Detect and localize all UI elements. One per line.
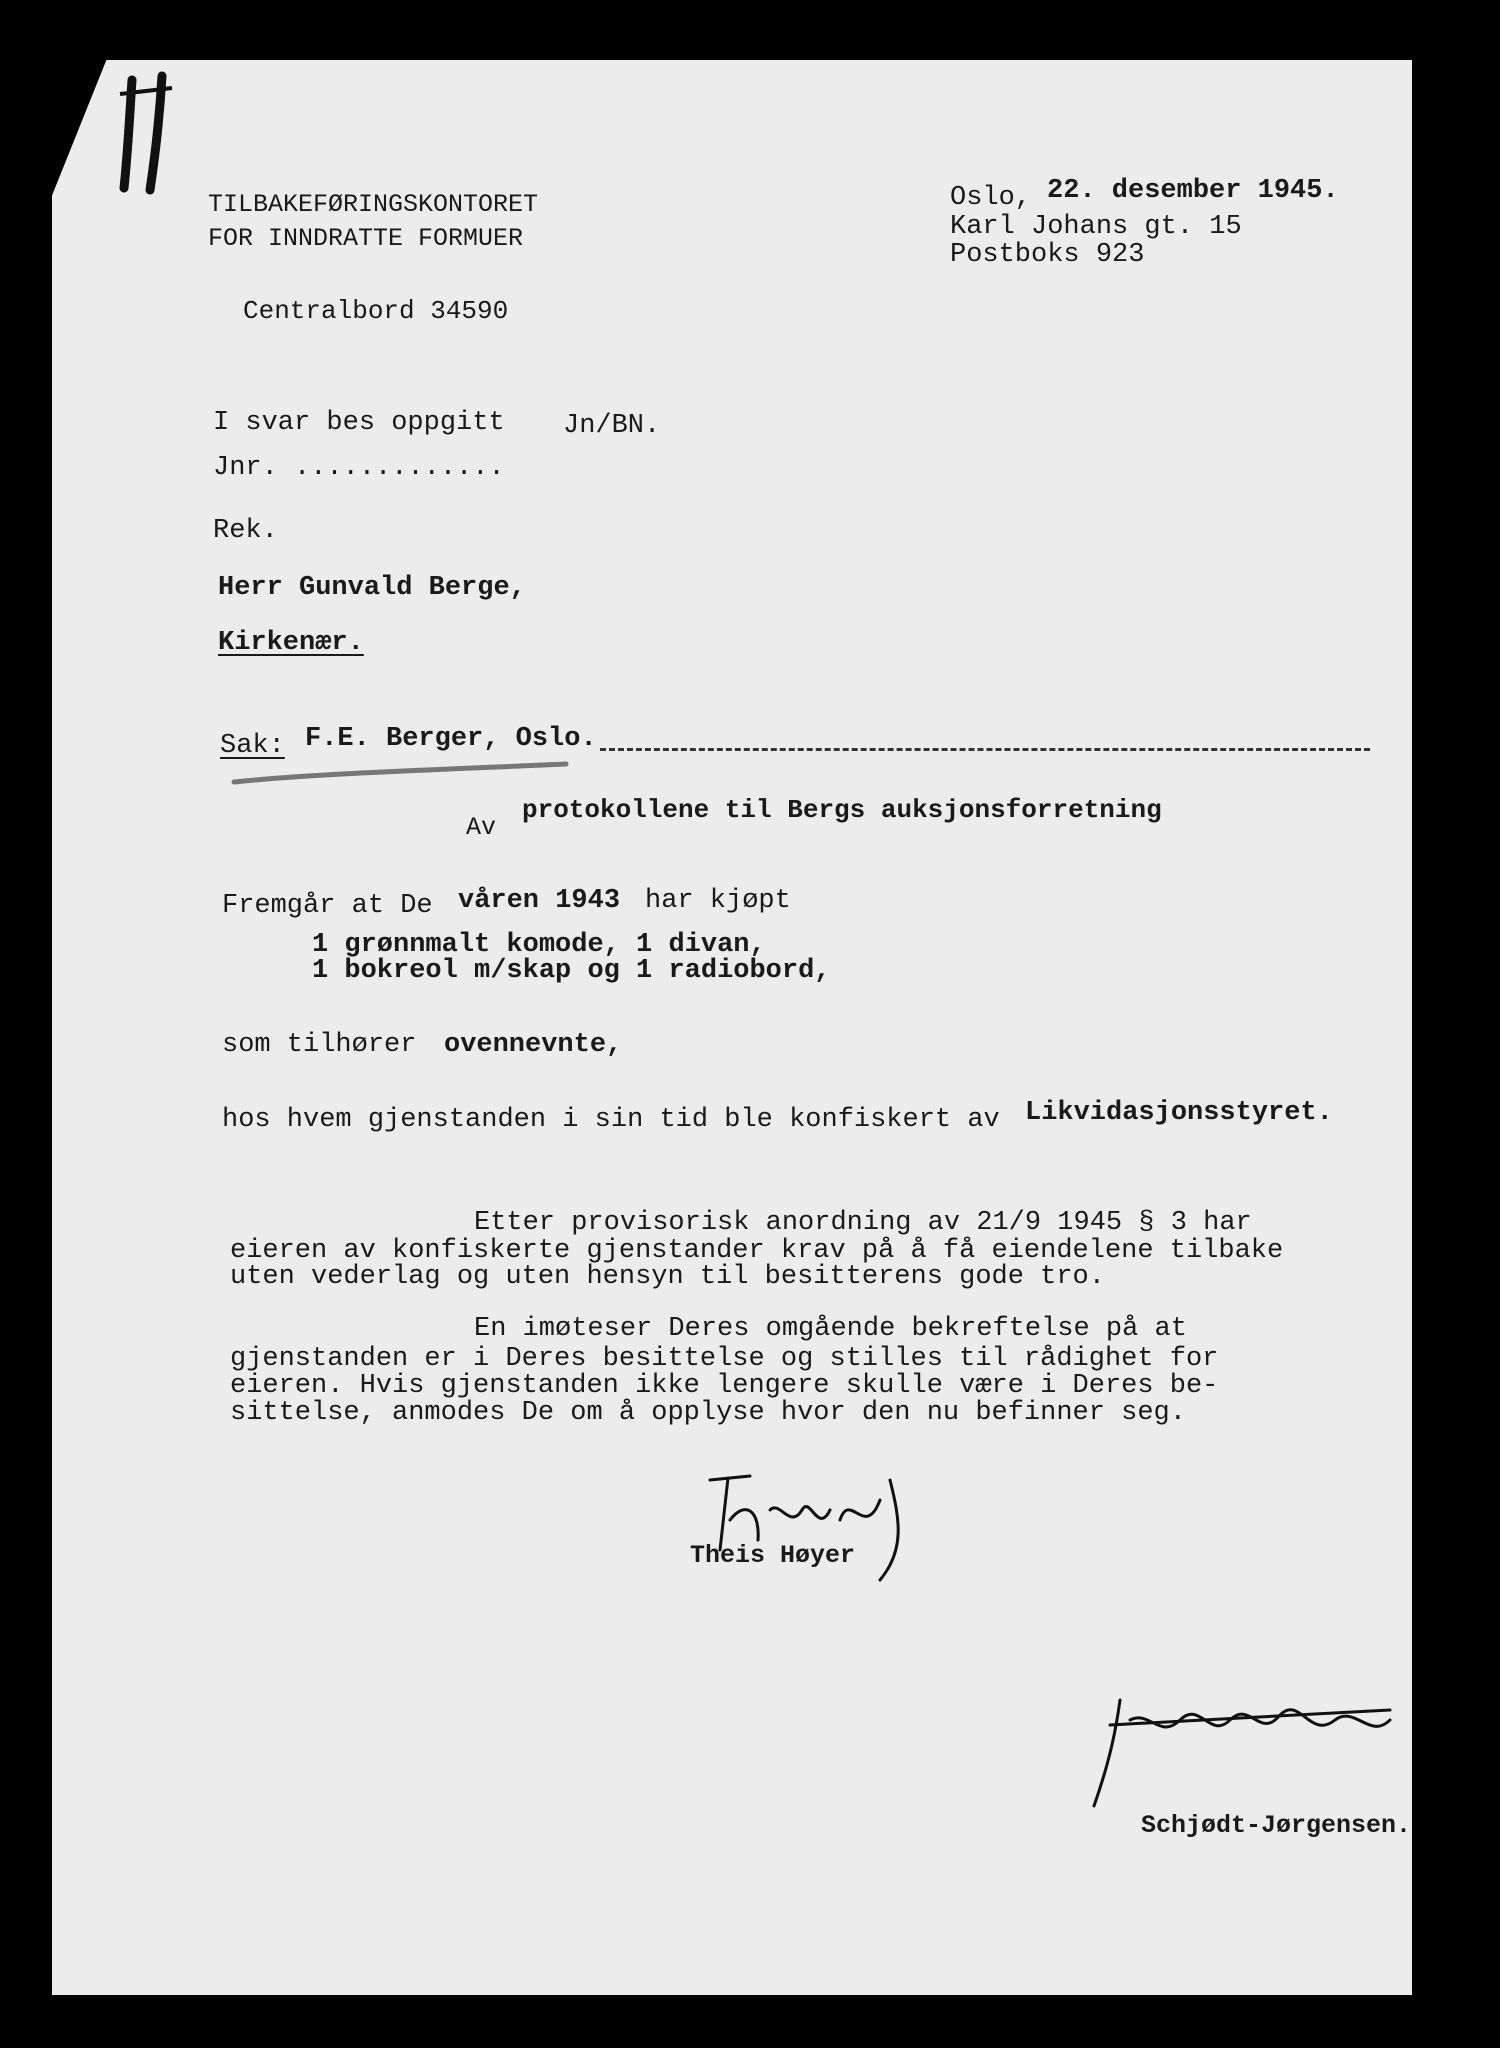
pencil-stroke [230,760,570,790]
confiscating-authority: Likvidasjonsstyret. [1025,1098,1333,1128]
items-line-1: 1 grønnmalt komode, 1 divan, [312,930,766,960]
purchase-verb: har kjøpt [645,886,791,916]
place-label: Oslo, [950,183,1032,213]
journal-number: Jnr. ............. [213,453,505,483]
po-box: Postboks 923 [950,240,1145,270]
case-value: F.E. Berger, Oslo. [305,724,597,754]
handwritten-corner-mark [110,70,190,200]
signatory-name-2: Schjødt-Jørgensen. [1141,1811,1412,1840]
reference-value: Jn/BN. [563,411,661,441]
confiscation-text: hos hvem gjenstanden i sin tid ble konfiskert av [222,1105,1000,1135]
items-line-2: 1 bokreol m/skap og 1 radiobord, [312,956,831,986]
letter-date: 22. desember 1945. [1047,176,1339,206]
case-divider [600,748,1370,751]
handwritten-signature-schjodt [1090,1680,1430,1810]
reference-label: I svar bes oppgitt [213,408,505,438]
paragraph-line: eieren av konfiskerte gjenstander krav på å få eiendelene tilbake [230,1236,1284,1266]
paragraph-line: En imøteser Deres omgående bekreftelse på at [474,1314,1187,1344]
signatory-name-1: Theis Høyer [690,1541,856,1570]
sender-phone: Centralbord 34590 [243,296,509,326]
case-label: Sak: [220,731,285,761]
paragraph-line: Etter provisorisk anordning av 21/9 1945 § 3 har [474,1208,1252,1238]
registered-mark: Rek. [213,516,278,546]
paragraph-line: uten vederlag og uten hensyn til besitterens gode tro. [230,1262,1105,1292]
purchase-intro: Fremgår at De [222,891,433,921]
sender-line-1: TILBAKEFØRINGSKONTORET [208,190,539,219]
corner-mark-text [118,205,119,206]
purchase-season: våren 1943 [458,886,621,916]
intro-source: protokollene til Bergs auksjonsforretning [522,795,1162,825]
street-address: Karl Johans gt. 15 [950,212,1242,242]
paragraph-line: eieren. Hvis gjenstanden ikke lengere skulle være i Deres be- [230,1371,1219,1401]
owner-ref: ovennevnte, [444,1030,623,1060]
recipient-place: Kirkenær. [218,628,364,658]
paragraph-line: sittelse, anmodes De om å opplyse hvor den nu befinner seg. [230,1398,1186,1428]
sender-line-2: FOR INNDRATTE FORMUER [208,224,524,253]
intro-av: Av [466,813,497,842]
recipient-name: Herr Gunvald Berge, [218,573,526,603]
owner-intro: som tilhører [222,1030,417,1060]
paragraph-line: gjenstanden er i Deres besittelse og stilles til rådighet for [230,1344,1219,1374]
